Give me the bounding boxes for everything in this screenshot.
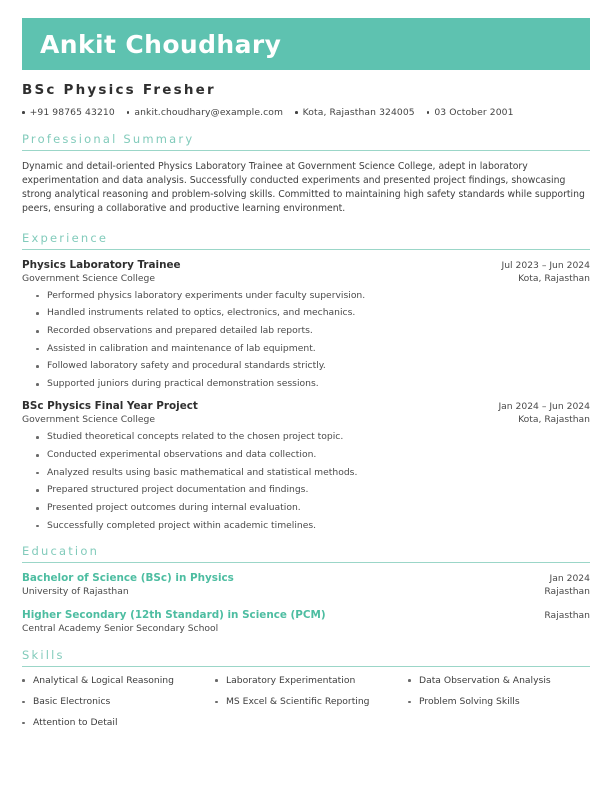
bullet-dot-icon — [22, 111, 25, 114]
section-title-summary: Professional Summary — [22, 132, 195, 146]
contact-line — [22, 107, 590, 118]
education-body — [22, 563, 590, 634]
section-experience — [22, 231, 590, 530]
responsibility-item: Prepared structured project documentation and findings. — [36, 485, 590, 494]
responsibility-item: Performed physics laboratory experiments under faculty supervision. — [36, 291, 590, 300]
entry-left — [22, 609, 532, 634]
contact-text: +91 98765 43210 — [29, 107, 115, 118]
responsibility-item: Studied theoretical concepts related to the chosen project topic. — [36, 432, 590, 441]
skills-grid — [22, 676, 590, 740]
employer-name: Government Science College — [22, 414, 156, 426]
institution-name: University of Rajasthan — [22, 585, 129, 597]
experience-entry — [22, 400, 590, 530]
skill-item: Data Observation & Analysis — [408, 676, 590, 685]
contact-item[interactable] — [127, 107, 283, 118]
entry-left — [22, 259, 490, 284]
job-location: Kota, Rajasthan — [518, 414, 590, 426]
candidate-name: Ankit Choudhary — [40, 29, 282, 59]
contact-text: Kota, Rajasthan 324005 — [302, 107, 415, 118]
responsibility-list — [22, 432, 590, 530]
job-dates: Jan 2024 – Jun 2024 — [498, 401, 590, 413]
degree-title: Higher Secondary (12th Standard) in Science (PCM) — [22, 608, 326, 621]
entry-header-row — [22, 609, 590, 634]
education-dates: Jan 2024 — [549, 572, 590, 584]
entry-left — [22, 572, 532, 597]
experience-body — [22, 250, 590, 530]
skill-item: Basic Electronics — [22, 697, 215, 706]
entry-right — [532, 610, 590, 621]
contact-item[interactable] — [295, 107, 415, 118]
skill-item: Analytical & Logical Reasoning — [22, 676, 215, 685]
skill-item: Problem Solving Skills — [408, 697, 590, 706]
contact-text: 03 October 2001 — [434, 107, 514, 118]
bullet-dot-icon — [127, 111, 130, 114]
entry-right — [532, 573, 590, 597]
entry-header-row — [22, 400, 590, 425]
section-professional-summary — [22, 132, 590, 217]
entry-header-row — [22, 259, 590, 284]
responsibility-item: Assisted in calibration and maintenance of lab equipment. — [36, 344, 590, 353]
contact-item[interactable] — [427, 107, 514, 118]
contact-item[interactable] — [22, 107, 115, 118]
skill-item: Attention to Detail — [22, 718, 215, 727]
institution-name: Central Academy Senior Secondary School — [22, 622, 219, 634]
section-education — [22, 544, 590, 634]
section-title-education: Education — [22, 543, 100, 558]
education-location: Rajasthan — [544, 609, 590, 621]
candidate-headline: BSc Physics Fresher — [22, 82, 216, 98]
education-entry — [22, 609, 590, 634]
education-entry — [22, 572, 590, 597]
entry-right — [486, 401, 590, 425]
responsibility-item: Analyzed results using basic mathematical and statistical methods. — [36, 468, 590, 477]
job-title: BSc Physics Final Year Project — [22, 400, 198, 413]
entry-header-row — [22, 572, 590, 597]
job-location: Kota, Rajasthan — [518, 272, 590, 284]
skills-body — [22, 667, 590, 740]
section-title-skills: Skills — [22, 647, 65, 662]
degree-title: Bachelor of Science (BSc) in Physics — [22, 571, 234, 584]
section-skills — [22, 648, 590, 740]
bullet-dot-icon — [427, 111, 430, 114]
bullet-dot-icon — [295, 111, 298, 114]
responsibility-list — [22, 291, 590, 389]
job-dates: Jul 2023 – Jun 2024 — [501, 259, 590, 271]
experience-entry — [22, 259, 590, 389]
header-banner — [22, 18, 590, 70]
responsibility-item: Recorded observations and prepared detailed lab reports. — [36, 326, 590, 335]
responsibility-item: Supported juniors during practical demonstration sessions. — [36, 379, 590, 388]
education-location: Rajasthan — [544, 585, 590, 597]
contact-text: ankit.choudhary@example.com — [134, 107, 284, 118]
skill-item: MS Excel & Scientific Reporting — [215, 697, 408, 706]
entry-right — [490, 260, 590, 284]
skill-item: Laboratory Experimentation — [215, 676, 408, 685]
responsibility-item: Conducted experimental observations and data collection. — [36, 450, 590, 459]
summary-text: Dynamic and detail-oriented Physics Laboratory Trainee at Government Science College, adept in laboratory experimentation and data analysis. Successfully conducted experiments and presented project findings, showcasing strong analytical reasoning and problem-solving skills. Committed to maintaining high safety standards while supporting peers, ensuring a collaborative and productive learning environment. — [22, 161, 585, 215]
responsibility-item: Presented project outcomes during internal evaluation. — [36, 503, 590, 512]
job-title: Physics Laboratory Trainee — [22, 258, 181, 271]
summary-body — [22, 151, 590, 217]
entry-left — [22, 400, 486, 425]
section-title-experience: Experience — [22, 230, 109, 245]
employer-name: Government Science College — [22, 272, 156, 284]
responsibility-item: Handled instruments related to optics, electronics, and mechanics. — [36, 308, 590, 317]
responsibility-item: Followed laboratory safety and procedural standards strictly. — [36, 361, 590, 370]
responsibility-item: Successfully completed project within academic timelines. — [36, 521, 590, 530]
resume-page — [0, 18, 612, 810]
